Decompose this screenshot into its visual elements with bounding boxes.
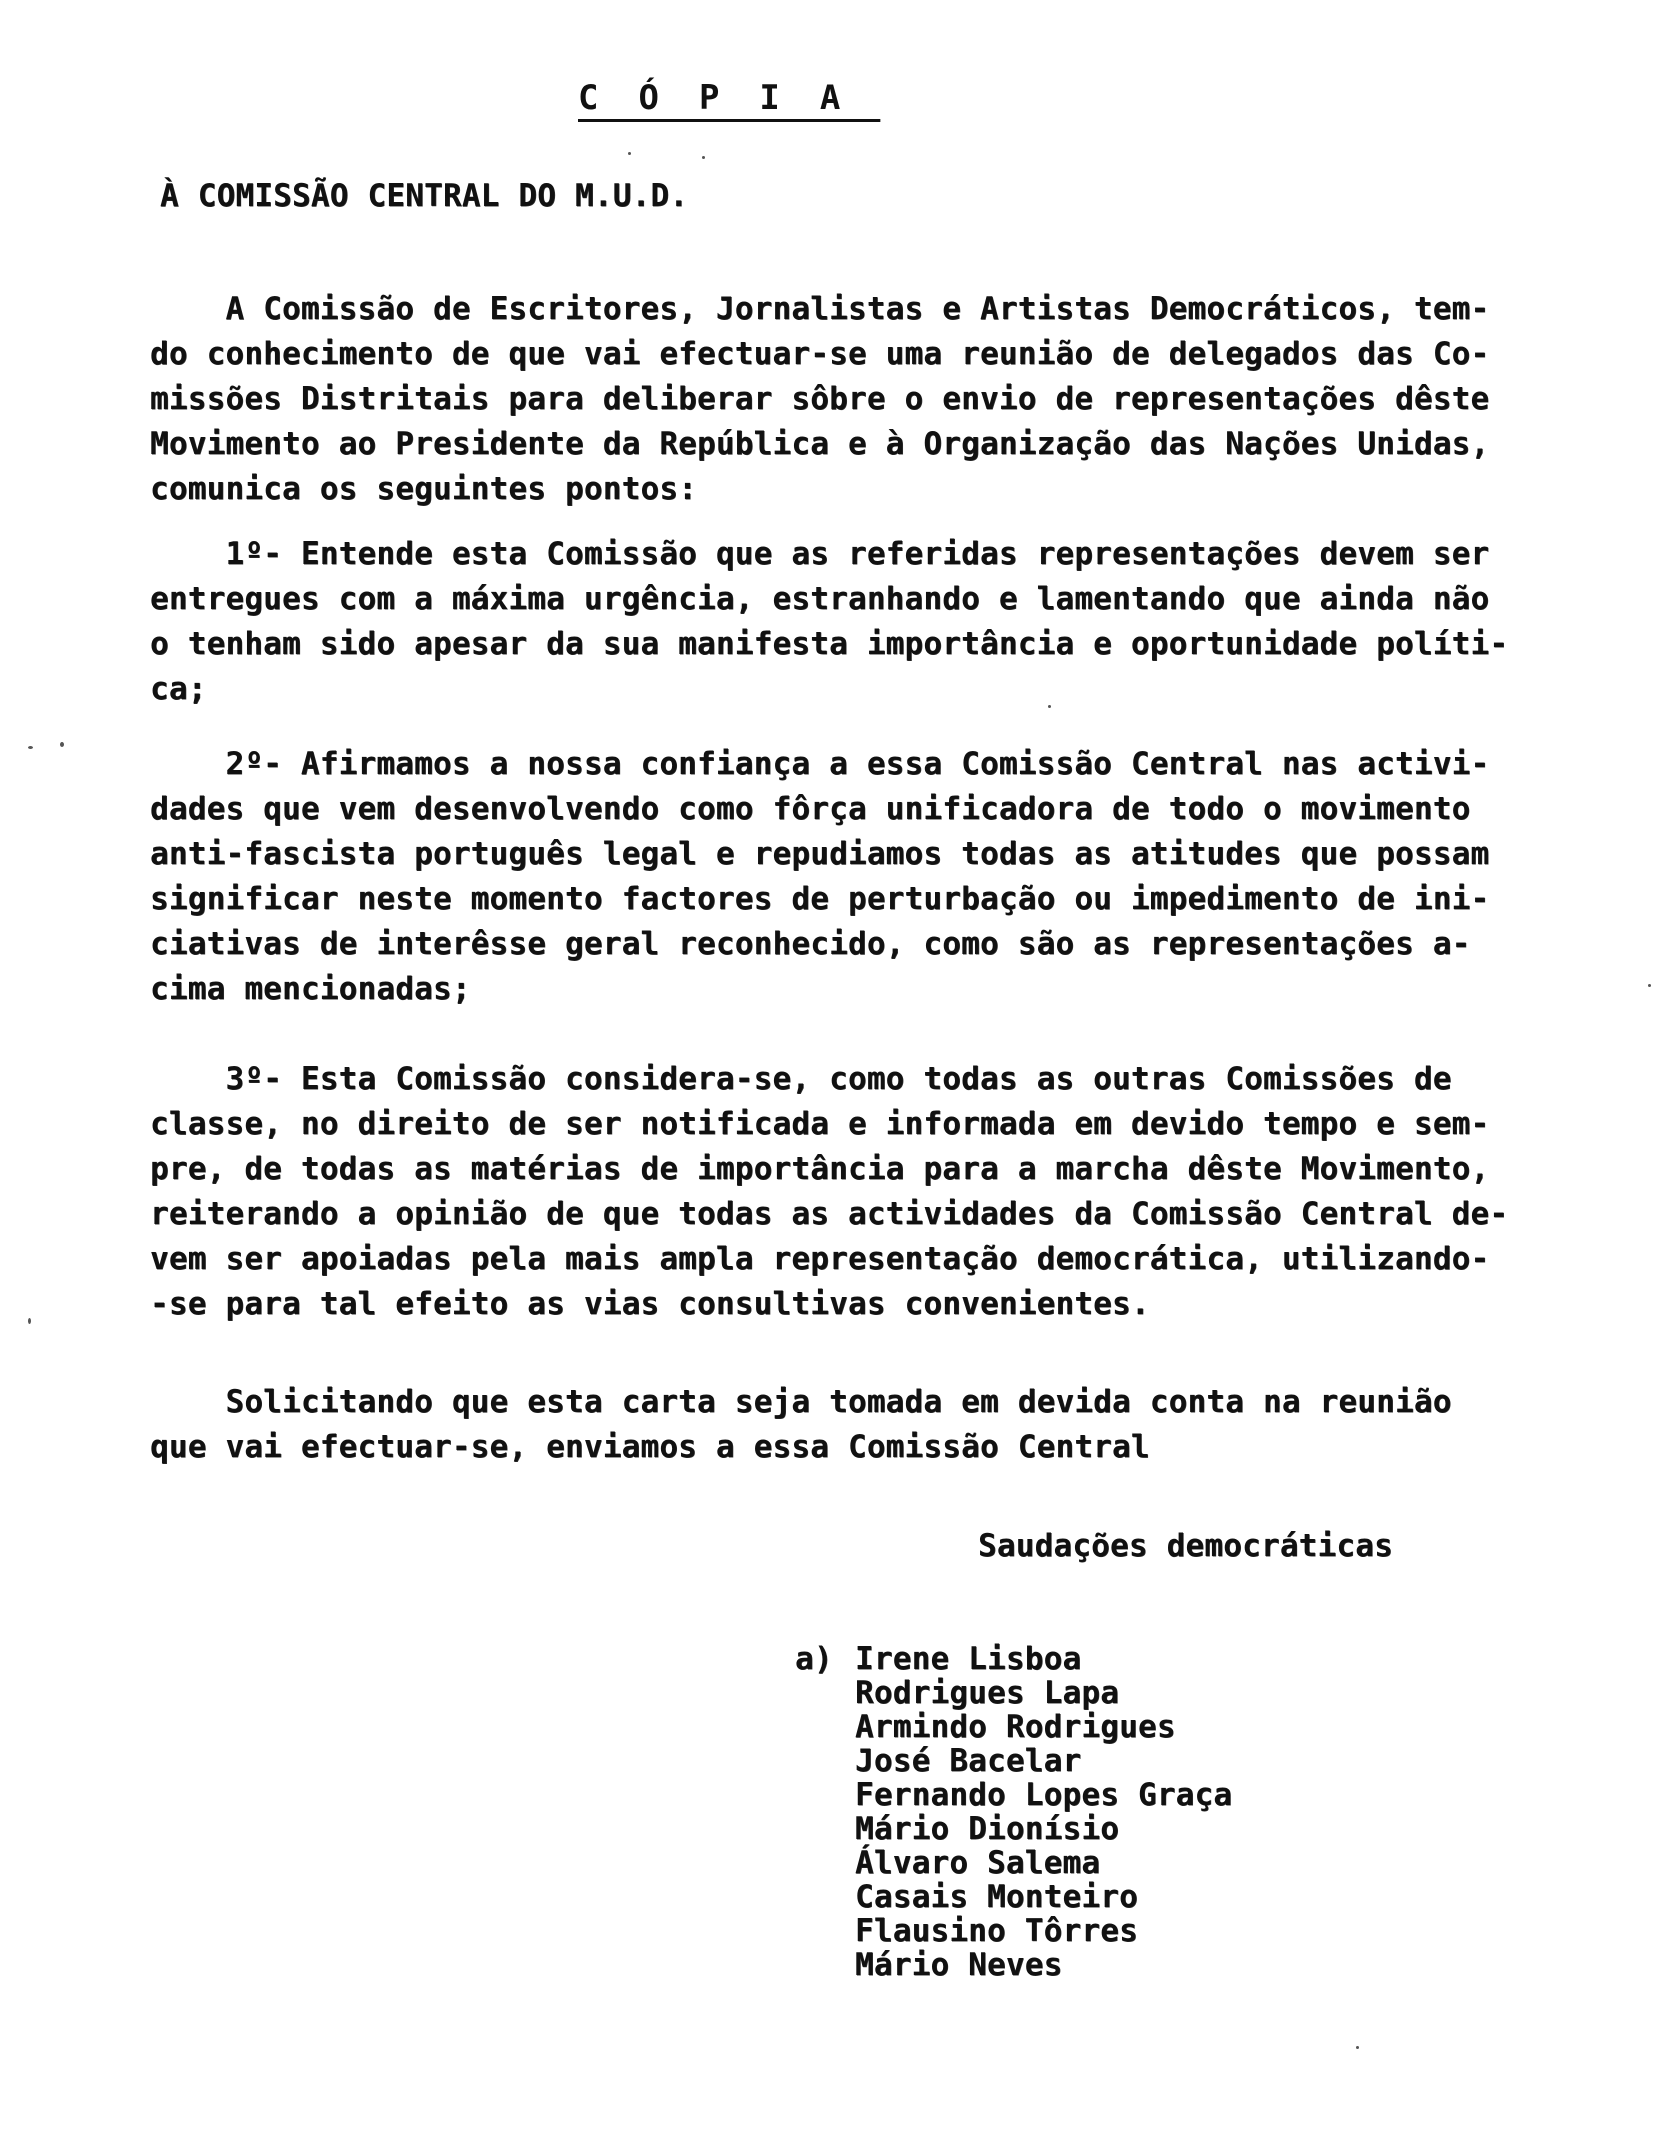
closing-paragraph	[150, 1380, 1600, 1470]
signatory-list	[855, 1642, 1232, 1982]
signatory-name: José Bacelar	[855, 1743, 1082, 1779]
point-1-paragraph	[150, 532, 1600, 712]
point-2-line: cima mencionadas;	[150, 971, 471, 1007]
greeting: Saudações democráticas	[978, 1528, 1393, 1564]
point-1-line: ca;	[150, 671, 207, 707]
scan-speck	[28, 746, 33, 749]
signatory-name: Mário Dionísio	[855, 1811, 1120, 1847]
point-2-line: significar neste momento factores de perturbação ou impedimento de ini-	[150, 881, 1490, 917]
signatory-name: Rodrigues Lapa	[855, 1675, 1120, 1711]
point-3-line: pre, de todas as matérias de importância para a marcha dêste Movimento,	[150, 1151, 1490, 1187]
point-2-paragraph	[150, 742, 1600, 1012]
signatory-name: Mário Neves	[855, 1947, 1063, 1983]
point-1-line: entregues com a máxima urgência, estranhando e lamentando que ainda não	[150, 581, 1490, 617]
point-3-paragraph	[150, 1057, 1600, 1327]
intro-line: missões Distritais para deliberar sôbre o envio de representações dêste	[150, 381, 1490, 417]
point-3-line: classe, no direito de ser notificada e informada em devido tempo e sem-	[150, 1106, 1490, 1142]
signatory-name: Fernando Lopes Graça	[855, 1777, 1233, 1813]
document-title: CÓPIA	[578, 78, 881, 118]
point-3-line: -se para tal efeito as vias consultivas convenientes.	[150, 1286, 1150, 1322]
point-1-line: o tenham sido apesar da sua manifesta importância e oportunidade políti-	[150, 626, 1509, 662]
point-3-line: 3º- Esta Comissão considera-se, como todas as outras Comissões de	[150, 1061, 1452, 1097]
intro-line: A Comissão de Escritores, Jornalistas e Artistas Democráticos, tem-	[150, 291, 1490, 327]
scan-speck	[60, 742, 64, 747]
intro-line: comunica os seguintes pontos:	[150, 471, 698, 507]
scan-speck	[702, 156, 705, 159]
scan-speck	[628, 152, 631, 155]
point-2-line: 2º- Afirmamos a nossa confiança a essa Comissão Central nas activi-	[150, 746, 1490, 782]
scan-speck	[1648, 984, 1651, 987]
signature-prefix: a)	[795, 1641, 833, 1677]
signatory-name: Irene Lisboa	[855, 1641, 1082, 1677]
intro-paragraph	[150, 287, 1600, 512]
closing-line: Solicitando que esta carta seja tomada em devida conta na reunião	[150, 1384, 1452, 1420]
signatory-name: Armindo Rodrigues	[855, 1709, 1176, 1745]
signatory-name: Flausino Tôrres	[855, 1913, 1138, 1949]
intro-line: Movimento ao Presidente da República e à Organização das Nações Unidas,	[150, 426, 1490, 462]
point-3-line: reiterando a opinião de que todas as actividades da Comissão Central de-	[150, 1196, 1509, 1232]
signatory-name: Álvaro Salema	[855, 1845, 1101, 1881]
scan-speck	[1048, 705, 1051, 708]
scan-speck	[28, 1318, 31, 1324]
signatory-name: Casais Monteiro	[855, 1879, 1138, 1915]
scan-speck	[1356, 2046, 1359, 2049]
point-2-line: anti-fascista português legal e repudiamos todas as atitudes que possam	[150, 836, 1490, 872]
closing-line: que vai efectuar-se, enviamos a essa Comissão Central	[150, 1429, 1150, 1465]
intro-line: do conhecimento de que vai efectuar-se uma reunião de delegados das Co-	[150, 336, 1490, 372]
point-1-line: 1º- Entende esta Comissão que as referidas representações devem ser	[150, 536, 1490, 572]
point-3-line: vem ser apoiadas pela mais ampla representação democrática, utilizando-	[150, 1241, 1490, 1277]
addressee-line: À COMISSÃO CENTRAL DO M.U.D.	[160, 178, 689, 214]
point-2-line: dades que vem desenvolvendo como fôrça unificadora de todo o movimento	[150, 791, 1471, 827]
point-2-line: ciativas de interêsse geral reconhecido, como são as representações a-	[150, 926, 1471, 962]
